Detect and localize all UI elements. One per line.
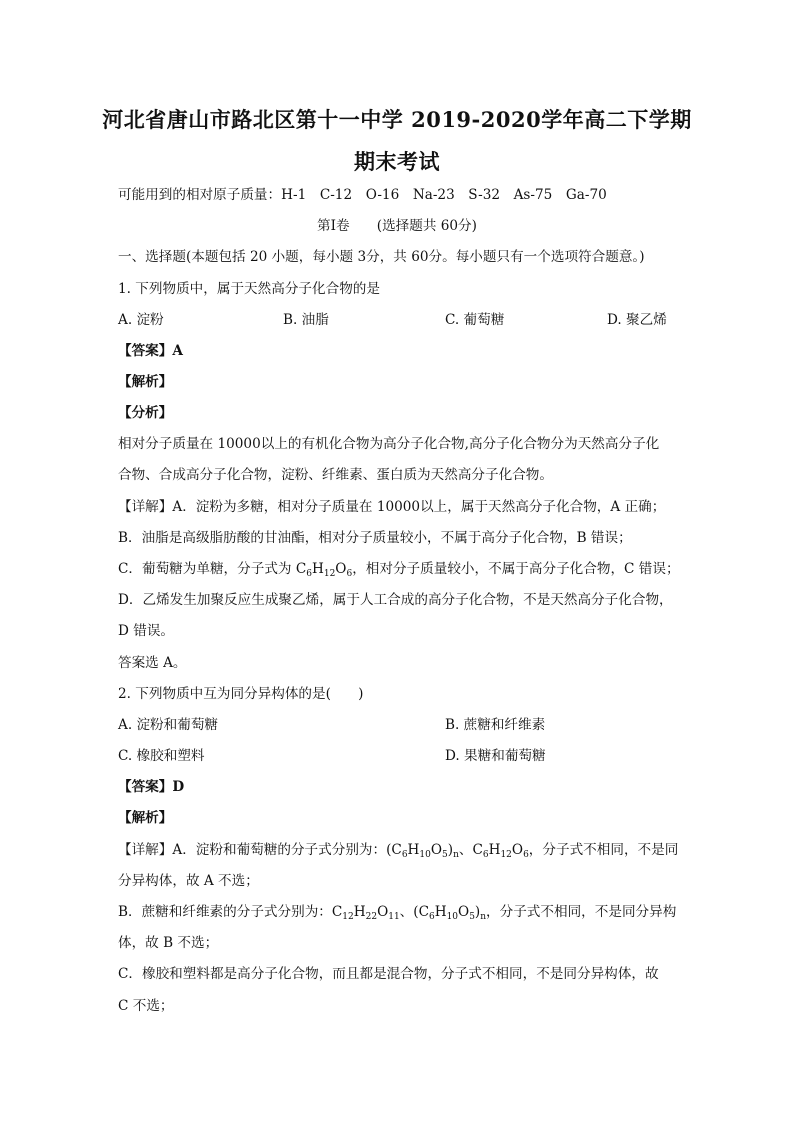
q1-option-c: C. 葡萄糖 <box>445 312 505 328</box>
q1-detail-d-line2: D 错误。 <box>118 623 175 639</box>
document-title-line2: 期末考试 <box>354 149 440 174</box>
q2-detail-b-line2: 体，故 B 不选； <box>118 935 219 951</box>
q2-option-c: C. 橡胶和塑料 <box>118 748 205 764</box>
section-title: 一、选择题(本题包括 20 小题，每小题 3分，共 60分。每小题只有一个选项符合题意。) <box>118 249 645 265</box>
q2-option-b: B. 蔗糖和纤维素 <box>445 717 546 733</box>
q1-option-d: D. 聚乙烯 <box>607 312 667 328</box>
q1-option-a: A. 淀粉 <box>118 312 164 328</box>
q2-detail-c-line1: C．橡胶和塑料都是高分子化合物，而且都是混合物，分子式不相同，不是同分异构体，故 <box>118 966 659 982</box>
q1-fenxi-label: 【分析】 <box>118 405 173 421</box>
q1-fenxi-line1: 相对分子质量在 10000以上的有机化合物为高分子化合物,高分子化合物分为天然高分子化 <box>118 436 660 452</box>
q2-option-a: A. 淀粉和葡萄糖 <box>118 717 219 733</box>
q1-analysis-label: 【解析】 <box>118 374 173 390</box>
q2-answer: 【答案】D <box>118 779 185 795</box>
q1-detail-b: B．油脂是高级脂肪酸的甘油酯，相对分子质量较小，不属于高分子化合物，B 错误； <box>118 530 632 546</box>
q1-detail-c: C．葡萄糖为单糖，分子式为 $C_6H_{12}O_6$，相对分子质量较小，不属于高分子化合物，C 错误； <box>118 561 680 579</box>
q1-detail-d-line1: D．乙烯发生加聚反应生成聚乙烯，属于人工合成的高分子化合物，不是天然高分子化合物， <box>118 592 673 608</box>
q1-detail-a: 【详解】A．淀粉为多糖，相对分子质量在 10000以上，属于天然高分子化合物，A 正确； <box>118 499 666 515</box>
q2-option-d: D. 果糖和葡萄糖 <box>445 748 546 764</box>
q1-conclusion: 答案选 A。 <box>118 655 187 671</box>
q2-detail-b-line1: B．蔗糖和纤维素的分子式分别为：$C_{12}H_{22}O_{11}$、$(C_6H_{10}O_5)_n$，分子式不相同，不是同分异构 <box>118 904 677 922</box>
volume-title: 第Ⅰ卷 (选择题共 60分) <box>317 218 477 234</box>
q2-analysis-label: 【解析】 <box>118 810 173 826</box>
q2-detail-c-line2: C 不选； <box>118 998 174 1014</box>
q1-option-b: B. 油脂 <box>283 312 329 328</box>
document-title-line1: 河北省唐山市路北区第十一中学 2019-2020学年高二下学期 <box>102 107 692 132</box>
q1-answer: 【答案】A <box>118 343 183 359</box>
q2-detail-a-line1: 【详解】A．淀粉和葡萄糖的分子式分别为：$(C_6H_{10}O_5)_n$、$C_6H_{12}O_6$，分子式不相同，不是同 <box>118 842 679 860</box>
q2-detail-a-line2: 分异构体，故 A 不选； <box>118 873 259 889</box>
q1-stem: 1. 下列物质中，属于天然高分子化合物的是 <box>118 281 380 297</box>
q2-stem: 2. 下列物质中互为同分异构体的是( ) <box>118 686 364 702</box>
q1-fenxi-line2: 合物、合成高分子化合物，淀粉、纤维素、蛋白质为天然高分子化合物。 <box>118 467 553 483</box>
atomic-masses-note: 可能用到的相对原子质量：H-1 C-12 O-16 Na-23 S-32 As-75 Ga-70 <box>118 187 607 203</box>
